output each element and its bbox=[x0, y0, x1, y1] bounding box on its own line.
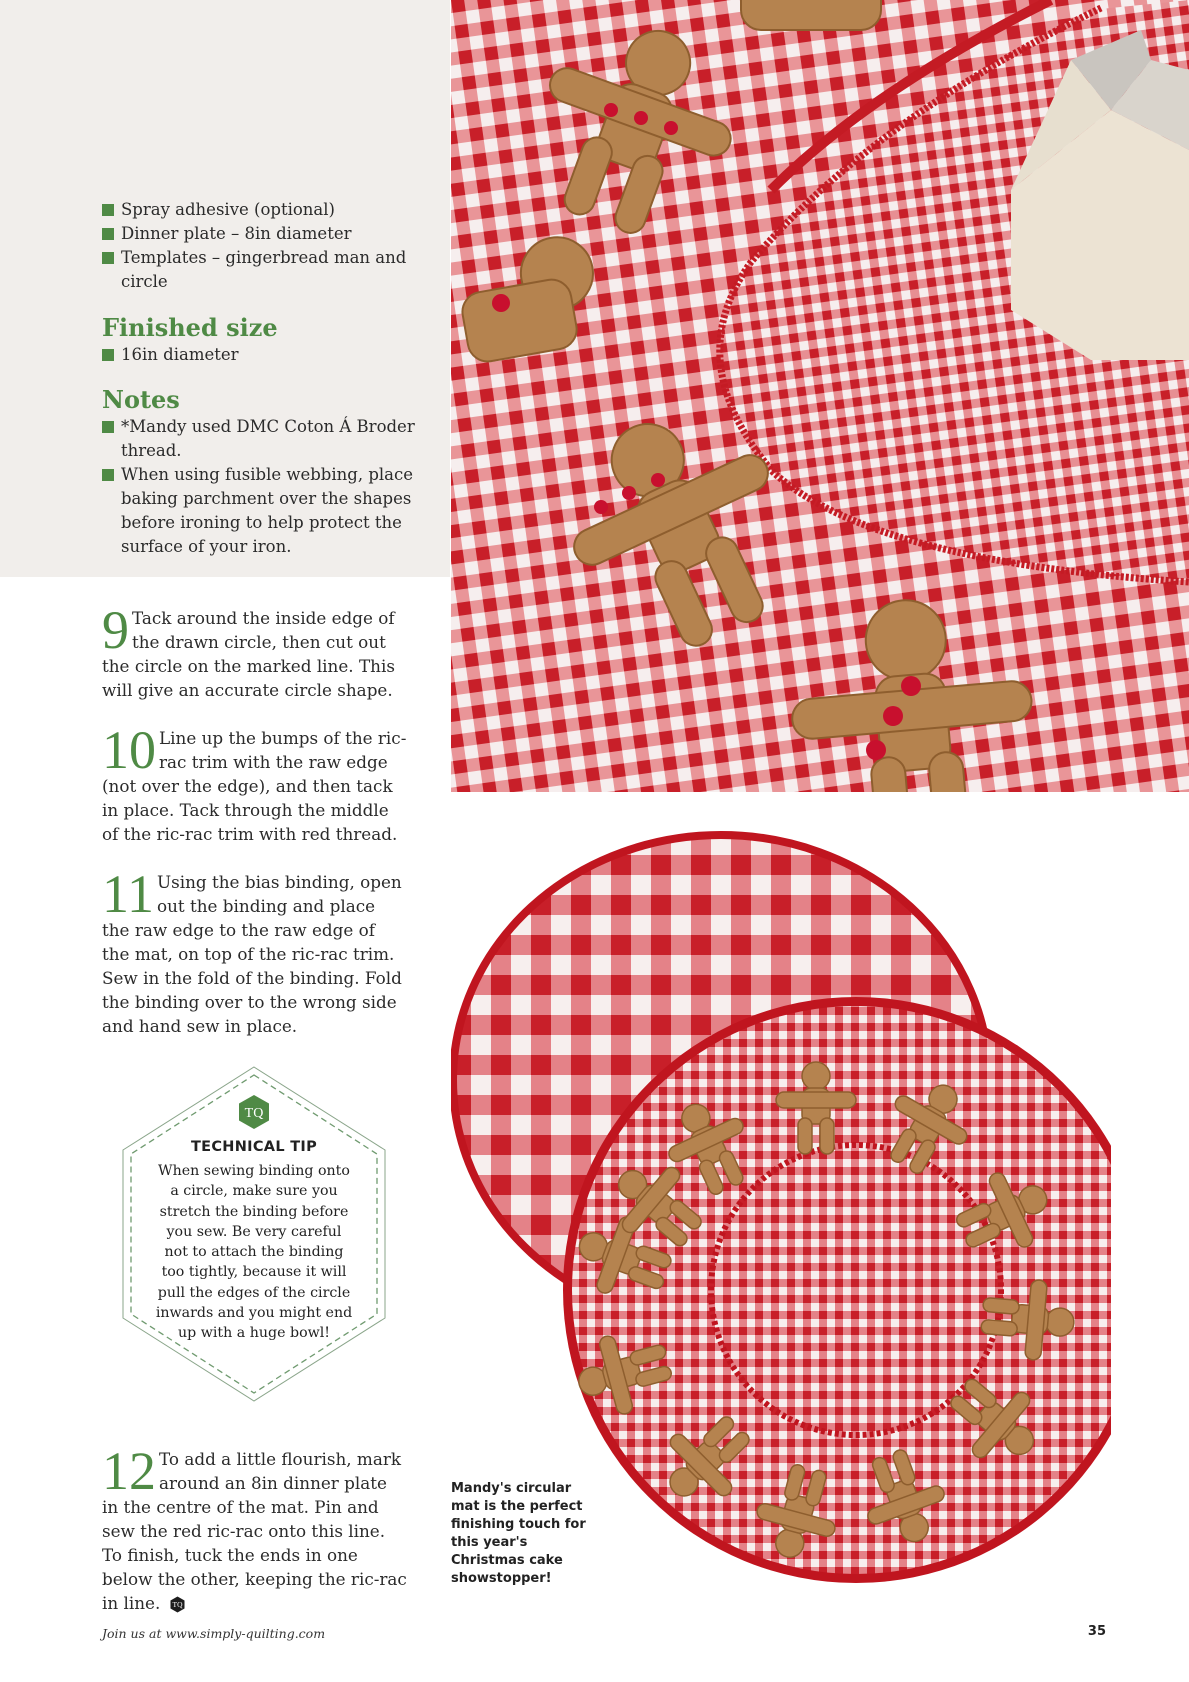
tip-body: When sewing binding onto a circle, make sure you stretch the binding before you sew. Be very careful not to attach the binding too tightly, because it will pull the edges of the circle inwards and you might end up with a huge bowl! bbox=[155, 1163, 353, 1342]
square-bullet-icon bbox=[102, 252, 114, 264]
footer-website: Join us at www.simply-quilting.com bbox=[102, 1626, 326, 1641]
square-bullet-icon bbox=[102, 421, 114, 433]
closeup-photo-illustration bbox=[451, 0, 1189, 792]
step-number: 11 bbox=[102, 864, 154, 924]
svg-text:TQ: TQ bbox=[244, 1106, 264, 1121]
list-item: Dinner plate – 8in diameter bbox=[102, 222, 432, 246]
step-9 bbox=[102, 600, 407, 702]
step-text: To add a little flourish, mark around an 8in dinner plate in the centre of the mat. Pin and sew the red ric-rac onto this line. To finish, tuck the ends in one below the other, keeping the ric-rac in line. bbox=[102, 1449, 407, 1613]
tq-end-icon bbox=[169, 1596, 186, 1613]
list-item: 16in diameter bbox=[102, 343, 432, 367]
step-text: Line up the bumps of the ric-rac trim with the raw edge (not over the edge), and then tack in place. Tack through the middle of the ric-rac trim with red thread. bbox=[102, 728, 407, 844]
list-item: *Mandy used DMC Coton Á Broder thread. bbox=[102, 415, 432, 463]
technical-tip-box bbox=[120, 1064, 388, 1404]
list-item: Templates – gingerbread man and circle bbox=[102, 246, 432, 294]
materials-list bbox=[102, 198, 432, 294]
notes-list bbox=[102, 415, 432, 559]
circular-mats-photo bbox=[451, 815, 1111, 1585]
step-number: 10 bbox=[102, 720, 156, 780]
step-12 bbox=[102, 1441, 407, 1615]
tq-badge-icon bbox=[236, 1094, 272, 1130]
step-11 bbox=[102, 864, 407, 1038]
mats-photo-illustration bbox=[451, 815, 1111, 1585]
step-text: Tack around the inside edge of the drawn circle, then cut out the circle on the marked line. This will give an accurate circle shape. bbox=[102, 608, 395, 700]
square-bullet-icon bbox=[102, 469, 114, 481]
tip-title: TECHNICAL TIP bbox=[190, 1139, 318, 1155]
step-10 bbox=[102, 720, 407, 846]
step-text: Using the bias binding, open out the binding and place the raw edge to the raw edge of the mat, on top of the ric-rac trim. Sew in the fold of the binding. Fold the binding over to the wrong side and hand sew in place. bbox=[102, 872, 402, 1036]
gingerbread-mat-closeup-photo bbox=[451, 0, 1189, 792]
finished-size-list bbox=[102, 343, 432, 367]
photo-caption: Mandy's circular mat is the perfect finishing touch for this year's Christmas cake showstopper! bbox=[451, 1481, 586, 1586]
step-number: 9 bbox=[102, 600, 129, 660]
list-item: When using fusible webbing, place baking parchment over the shapes before ironing to help protect the surface of your iron. bbox=[102, 463, 432, 559]
square-bullet-icon bbox=[102, 228, 114, 240]
svg-text:TQ: TQ bbox=[172, 1600, 183, 1610]
finished-size-heading: Finished size bbox=[102, 313, 278, 342]
page-number: 35 bbox=[1087, 1624, 1106, 1639]
notes-heading: Notes bbox=[102, 385, 180, 414]
step-number: 12 bbox=[102, 1441, 156, 1501]
list-item: Spray adhesive (optional) bbox=[102, 198, 432, 222]
square-bullet-icon bbox=[102, 204, 114, 216]
square-bullet-icon bbox=[102, 349, 114, 361]
